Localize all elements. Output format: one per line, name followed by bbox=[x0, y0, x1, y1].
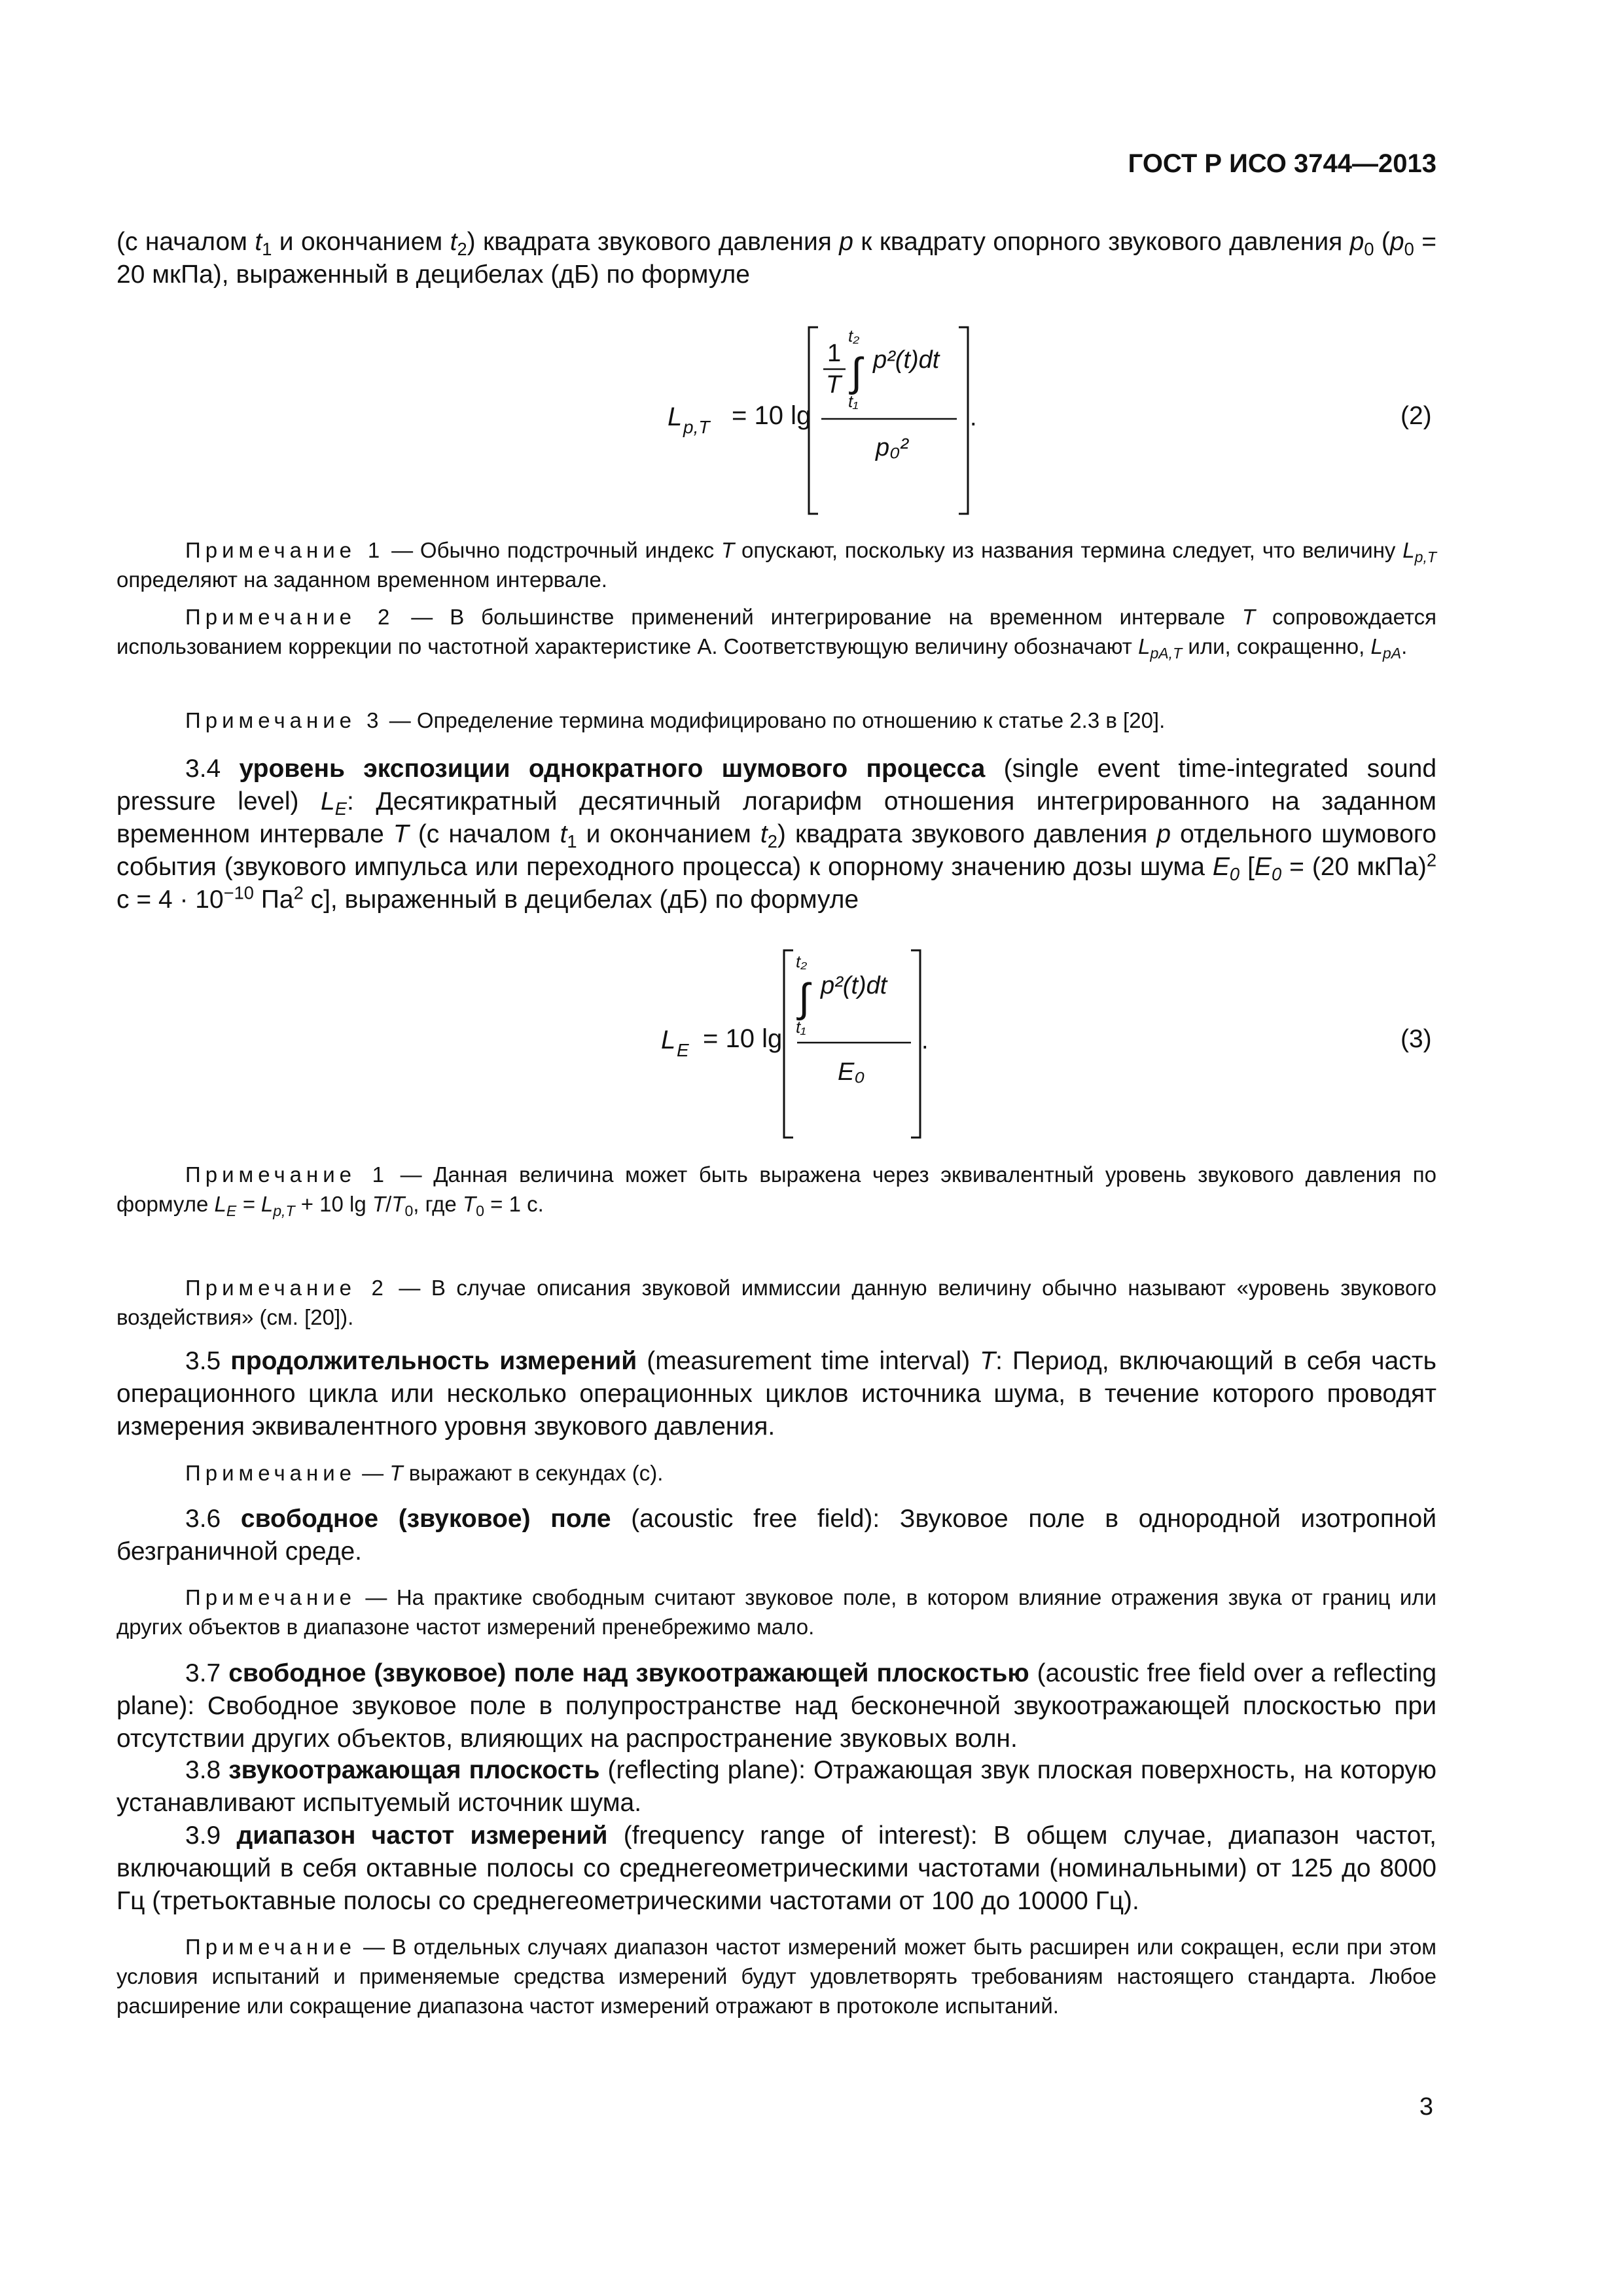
svg-text:E₀: E₀ bbox=[838, 1058, 865, 1086]
svg-text:E: E bbox=[677, 1040, 689, 1060]
svg-text:.: . bbox=[970, 404, 977, 431]
svg-text:1: 1 bbox=[827, 340, 842, 367]
integral-sign: ∫ bbox=[798, 976, 810, 1021]
note-3-5: Примечание — T выражают в секундах (с). bbox=[185, 1461, 664, 1485]
note-2-1: Примечание 1 — Обычно подстрочный индекс T опускают, поскольку из названия термина следует, что величину $L_{p,T}$ определяют на заданном временном интервале. bbox=[116, 538, 1437, 592]
note-2-3: Примечание 3 — Определение термина модифицировано по отношению к статье 2.3 в [20]. bbox=[185, 708, 1166, 732]
svg-text:= 10 lg: = 10 lg bbox=[703, 1024, 783, 1053]
svg-text:t₂: t₂ bbox=[848, 326, 860, 346]
integral-sign: ∫ bbox=[851, 350, 862, 395]
section-3-6: 3.6 свободное (звуковое) поле (acoustic free field): Звуковое поле в однородной изотропной безграничной среде. bbox=[116, 1505, 1436, 1566]
section-3-7: 3.7 свободное (звуковое) поле над звукоотражающей плоскостью (acoustic free field over a reflecting plane): Свободное звуковое поле в полупространстве над бесконечной звукоотражающей плоскостью при отсутствии других объектов, влияющих на распространение звуковых волн. bbox=[116, 1659, 1437, 1753]
svg-text:= 10 lg: = 10 lg bbox=[732, 401, 812, 430]
formula-3 bbox=[0, 936, 1623, 1145]
svg-text:L: L bbox=[661, 1026, 676, 1054]
intro-paragraph: (с началом $t_1$ и окончанием $t_2$) квадрата звукового давления p к квадрату опорного звукового давления $p_0$ ($p_0 = 20$ мкПа), выраженный в децибелах (дБ) по формуле bbox=[116, 228, 1436, 289]
note-3-6: Примечание — На практике свободным считают звуковое поле, в котором влияние отражения звука от границ или других объектов в диапазоне частот измерений пренебрежимо мало. bbox=[116, 1585, 1436, 1639]
document-header: ГОСТ Р ИСО 3744—2013 bbox=[1128, 149, 1436, 178]
section-3-5: 3.5 продолжительность измерений (measurement time interval) T: Период, включающий в себя часть операционного цикла или несколько операционных циклов источника шума, в течение которого проводят измерения эквивалентного уровня звукового давления. bbox=[116, 1347, 1436, 1441]
svg-text:p²(t)dt: p²(t)dt bbox=[873, 346, 940, 374]
svg-text:(2): (2) bbox=[1400, 402, 1432, 430]
svg-text:t₁: t₁ bbox=[848, 391, 859, 411]
svg-text:t₂: t₂ bbox=[796, 952, 808, 971]
svg-text:t₁: t₁ bbox=[796, 1017, 806, 1037]
section-3-8: 3.8 звукоотражающая плоскость (reflecting plane): Отражающая звук плоская поверхность, на которую устанавливают испытуемый источник шума. bbox=[116, 1756, 1436, 1817]
section-3-4: 3.4 уровень экспозиции однократного шумового процесса (single event time-integrated sound pressure level) $L_E$: Десятикратный десятичный логарифм отношения интегрированного на заданном временном интервале T (с началом $t_1$ и окончанием $t_2$) квадрата звукового давления p отдельного шумового события (звукового импульса или переходного процесса) к опорному значению дозы шума $E_0$ [$E_0 = (20$ мкПа)$^2$ $с = 4 \cdot 10^{-10}$ $Па^2$ с], выраженный в децибелах (дБ) по формуле bbox=[116, 755, 1437, 914]
svg-text:(3): (3) bbox=[1400, 1025, 1432, 1053]
svg-text:p₀²: p₀² bbox=[876, 434, 908, 461]
note-3-1: Примечание 1 — Данная величина может быть выражена через эквивалентный уровень звукового давления по формуле $L_E = L_{p,T} + 10$ $\lg T/T_0$, где $T_0 = 1$ с. bbox=[116, 1162, 1437, 1219]
note-2-2: Примечание 2 — В большинстве применений интегрирование на временном интервале T сопровождается использованием коррекции по частотной характеристике А. Соответствующую величину обозначают $L_{pA,T}$ или, сокращенно, $L_{pA}$. bbox=[116, 605, 1436, 662]
svg-text:p²(t)dt: p²(t)dt bbox=[821, 972, 887, 999]
note-3-9: Примечание — В отдельных случаях диапазон частот измерений может быть расширен или сокращен, если при этом условия испытаний и применяемые средства измерений будут удовлетворять требованиям настоящего стандарта. Любое расширение или сокращение диапазона частот измерений отражают в протоколе испытаний. bbox=[116, 1935, 1436, 2018]
section-3-9: 3.9 диапазон частот измерений (frequency range of interest): В общем случае, диапазон частот, включающий в себя октавные полосы со среднегеометрическими частотами (номинальными) от 125 до 8000 Гц (третьоктавные полосы со среднегеометрическими частотами от 100 до 10000 Гц). bbox=[116, 1821, 1436, 1915]
note-3-2: Примечание 2 — В случае описания звуковой иммиссии данную величину обычно называют «уровень звукового воздействия» (см. [20]). bbox=[116, 1276, 1436, 1329]
svg-text:L: L bbox=[668, 403, 683, 431]
svg-text:T: T bbox=[826, 371, 842, 399]
page-number: 3 bbox=[1419, 2093, 1433, 2121]
svg-text:.: . bbox=[921, 1027, 929, 1054]
svg-text:p,T: p,T bbox=[683, 417, 710, 437]
formula-2 bbox=[0, 314, 1623, 524]
